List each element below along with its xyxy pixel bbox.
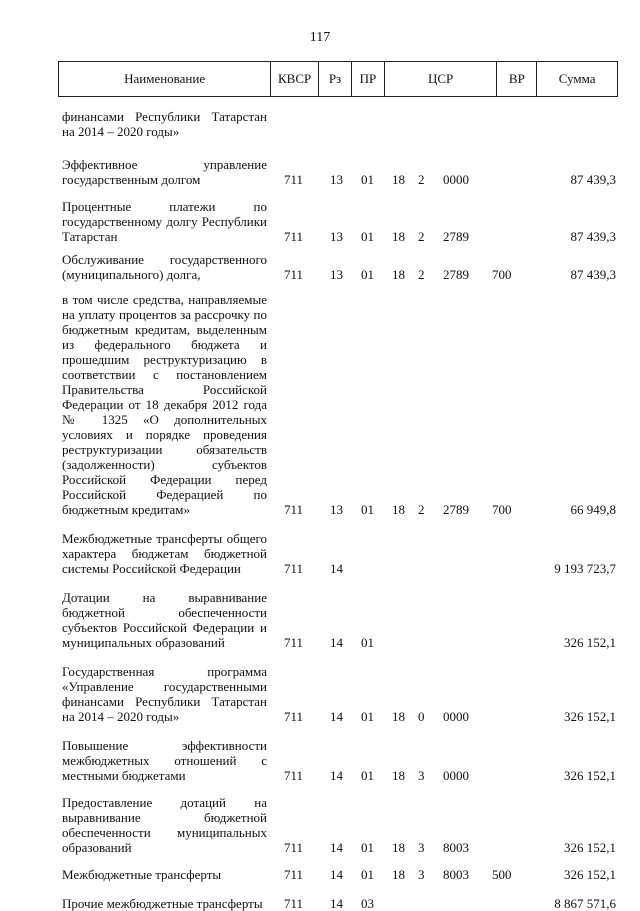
cell-rz: 13: [330, 502, 343, 517]
table-header: [58, 61, 618, 97]
table-row: [62, 795, 618, 855]
cell-kvsr: 711: [284, 896, 304, 911]
cell-kvsr: 711: [284, 502, 304, 517]
row-name: в том числе средства, направляемые на уплату процентов за рассрочку по бюджетным кредитам, выделенным из федерального бюджета и прошедшим реструктуризацию в соответствии с постановлением Правительства Российской Федерации от 18 декабря 2012 года № 1325 «О дополнительных условиях и порядке проведения реструктуризации обязательств (задолженности) субъектов Российской Федерации перед Российской Федерацией по бюджетным кредитам»: [62, 292, 267, 517]
cell-pr: 01: [361, 502, 374, 517]
row-name: Государственная программа «Управление государственными финансами Республики Татарстан на 2014 – 2020 годы»: [62, 664, 267, 724]
row-values: [62, 635, 618, 650]
cell-vr: 700: [492, 502, 512, 517]
cell-csr1: 18: [392, 867, 405, 882]
cell-csr2: 2: [418, 267, 425, 282]
row-values: [62, 502, 618, 517]
cell-rz: 14: [330, 840, 343, 855]
cell-vr: 500: [492, 867, 512, 882]
cell-rz: 14: [330, 635, 343, 650]
row-name: финансами Республики Татарстан на 2014 – 2020 годы»: [62, 109, 267, 139]
cell-pr: 03: [361, 896, 374, 911]
header-name: Наименование: [59, 62, 271, 96]
cell-rz: 14: [330, 768, 343, 783]
header-rz: Рз: [319, 62, 352, 96]
row-values: [62, 709, 618, 724]
cell-sum: 87 439,3: [570, 172, 616, 187]
table-row: [62, 531, 618, 576]
cell-sum: 8 867 571,6: [554, 896, 616, 911]
table-row: [62, 252, 618, 282]
table-row: [62, 738, 618, 783]
row-values: [62, 229, 618, 244]
cell-kvsr: 711: [284, 267, 304, 282]
cell-sum: 326 152,1: [564, 840, 616, 855]
table-row: [62, 896, 618, 911]
cell-csr3: 2789: [443, 502, 469, 517]
cell-csr2: 0: [418, 709, 425, 724]
table-row: [62, 109, 618, 139]
row-name: Дотации на выравнивание бюджетной обеспеченности субъектов Российской Федерации и муниципальных образований: [62, 590, 267, 650]
cell-sum: 66 949,8: [570, 502, 616, 517]
row-values: [62, 840, 618, 855]
cell-csr2: 3: [418, 867, 425, 882]
cell-csr3: 0000: [443, 768, 469, 783]
row-name: Процентные платежи по государственному долгу Республики Татарстан: [62, 199, 267, 244]
table-row: [62, 199, 618, 244]
page-number: 117: [309, 30, 331, 45]
cell-sum: 87 439,3: [570, 267, 616, 282]
cell-kvsr: 711: [284, 840, 304, 855]
cell-csr1: 18: [392, 840, 405, 855]
cell-csr2: 2: [418, 502, 425, 517]
cell-csr1: 18: [392, 768, 405, 783]
cell-rz: 14: [330, 867, 343, 882]
cell-sum: 326 152,1: [564, 635, 616, 650]
cell-csr3: 0000: [443, 172, 469, 187]
cell-pr: 01: [361, 840, 374, 855]
table-row: [62, 664, 618, 724]
cell-pr: 01: [361, 867, 374, 882]
cell-rz: 13: [330, 172, 343, 187]
cell-csr1: 18: [392, 172, 405, 187]
row-values: [62, 124, 618, 139]
cell-csr2: 3: [418, 768, 425, 783]
cell-kvsr: 711: [284, 867, 304, 882]
row-name: Обслуживание государственного (муниципального) долга,: [62, 252, 267, 282]
row-name: Межбюджетные трансферты общего характера бюджетам бюджетной системы Российской Федерации: [62, 531, 267, 576]
cell-kvsr: 711: [284, 709, 304, 724]
row-name: Предоставление дотаций на выравнивание бюджетной обеспеченности муниципальных образований: [62, 795, 267, 855]
cell-pr: 01: [361, 229, 374, 244]
cell-rz: 14: [330, 709, 343, 724]
cell-pr: 01: [361, 267, 374, 282]
row-values: [62, 267, 618, 282]
cell-vr: 700: [492, 267, 512, 282]
cell-pr: 01: [361, 635, 374, 650]
table-row: [62, 867, 618, 882]
cell-kvsr: 711: [284, 172, 304, 187]
cell-rz: 14: [330, 896, 343, 911]
cell-kvsr: 711: [284, 561, 304, 576]
cell-rz: 14: [330, 561, 343, 576]
row-values: [62, 867, 618, 882]
cell-pr: 01: [361, 172, 374, 187]
cell-csr3: 2789: [443, 267, 469, 282]
header-sum: Сумма: [558, 71, 596, 86]
row-name: Прочие межбюджетные трансферты: [62, 896, 263, 911]
cell-pr: 01: [361, 709, 374, 724]
header-vr: ВР: [497, 62, 537, 96]
cell-csr3: 2789: [443, 229, 469, 244]
table-row: [62, 590, 618, 650]
table-row: [62, 157, 618, 187]
cell-csr1: 18: [392, 502, 405, 517]
row-values: [62, 172, 618, 187]
cell-sum: 326 152,1: [564, 867, 616, 882]
row-name: Эффективное управление государственным долгом: [62, 157, 267, 187]
cell-sum: 9 193 723,7: [554, 561, 616, 576]
cell-csr1: 18: [392, 267, 405, 282]
cell-csr2: 2: [418, 172, 425, 187]
row-values: [62, 768, 618, 783]
header-csr: ЦСР: [385, 62, 498, 96]
cell-csr3: 8003: [443, 840, 469, 855]
header-pr: ПР: [352, 62, 385, 96]
cell-csr2: 2: [418, 229, 425, 244]
cell-rz: 13: [330, 267, 343, 282]
cell-sum: 87 439,3: [570, 229, 616, 244]
cell-rz: 13: [330, 229, 343, 244]
cell-csr2: 3: [418, 840, 425, 855]
cell-csr1: 18: [392, 709, 405, 724]
cell-kvsr: 711: [284, 768, 304, 783]
cell-csr1: 18: [392, 229, 405, 244]
cell-csr3: 8003: [443, 867, 469, 882]
row-name: Межбюджетные трансферты: [62, 867, 222, 882]
row-values: [62, 561, 618, 576]
cell-csr3: 0000: [443, 709, 469, 724]
cell-sum: 326 152,1: [564, 709, 616, 724]
table-row: [62, 292, 618, 517]
cell-pr: 01: [361, 768, 374, 783]
row-values: [62, 896, 618, 911]
cell-sum: 326 152,1: [564, 768, 616, 783]
cell-kvsr: 711: [284, 635, 304, 650]
cell-kvsr: 711: [284, 229, 304, 244]
header-kvsr: КВСР: [271, 62, 319, 96]
row-name: Повышение эффективности межбюджетных отношений с местными бюджетами: [62, 738, 267, 783]
table-body: [62, 97, 618, 911]
